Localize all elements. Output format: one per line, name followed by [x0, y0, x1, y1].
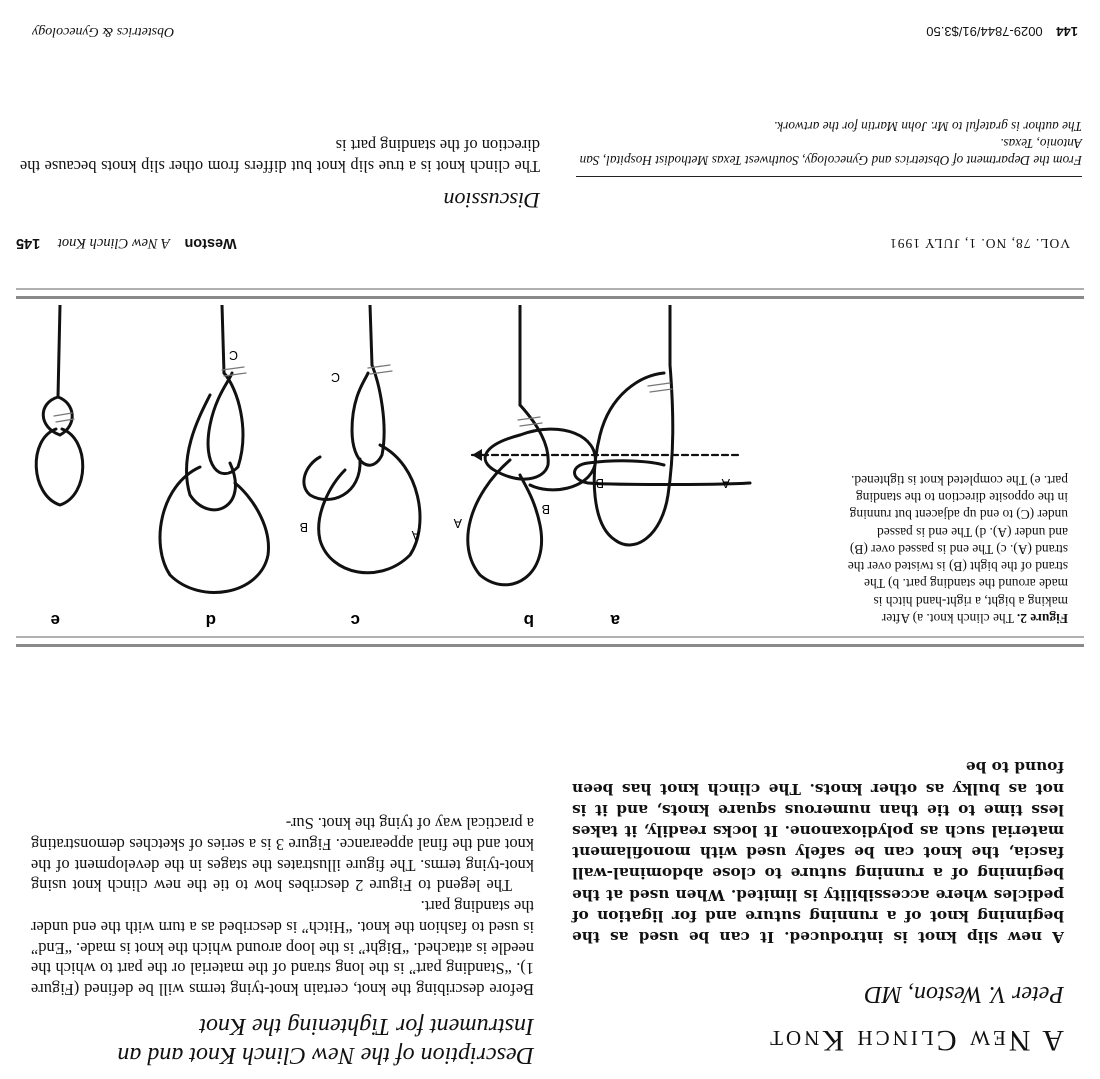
- journal-code-line: [778, 24, 1078, 39]
- panel-label-d: d: [205, 611, 216, 630]
- figure-caption-label: Figure 2.: [1016, 611, 1068, 626]
- section-heading-discussion: Discussion: [443, 188, 540, 213]
- strand-label-b2: B: [541, 502, 550, 516]
- panel-label-e: e: [50, 611, 60, 630]
- strand-label-b3: B: [299, 520, 308, 534]
- body-paragraph: Before describing the knot, certain knot-tying terms will be defined (Figure 1). “Standing part” is the long strand of the material or the part to which the needle is attached. “Bight” is the loop around which the knot is made. “End” is used to fashion the knot. “Hitch” is described as a turn with the end under the standing part.: [31, 897, 534, 999]
- figure-bottom-rule-thin: [16, 288, 1084, 290]
- strand-label-a3: A: [411, 528, 420, 542]
- panel-label-b: b: [523, 611, 534, 630]
- footnote: [576, 118, 1082, 169]
- strand-label-a2: A: [453, 516, 462, 530]
- strand-label-c2: C: [228, 348, 238, 362]
- knot-panel-d: [160, 305, 268, 592]
- strand-label-a: A: [721, 476, 730, 490]
- article-title: A New Clinch Knot: [767, 1024, 1064, 1057]
- strand-label-b: B: [595, 476, 604, 490]
- running-head-title: A New Clinch Knot: [57, 235, 170, 251]
- panel-label-c: c: [350, 611, 360, 630]
- knot-panel-a: [380, 305, 750, 545]
- article-author: Peter V. Weston, MD: [864, 981, 1064, 1007]
- running-head-author: Weston: [184, 235, 237, 251]
- footnote-affiliation: From the Department of Obstetrics and Gynecology, Southwest Texas Methodist Hospital, San Antonio, Texas.: [579, 136, 1082, 168]
- page-number: 144: [1056, 24, 1078, 39]
- figure-top-rule-thin: [16, 636, 1084, 638]
- footnote-rule: [576, 176, 1082, 177]
- knot-panel-c: [304, 305, 420, 573]
- figure-caption-text: The clinch knot. a) After making a bight, a right-hand hitch is made around the standing part. b) The strand of the bight (B) is twisted over the strand (A). c) The end is passed over (B) and under (A). d) The end is passed under (C) to end up adjacent but running in the opposite direction to the standing part. e) The completed knot is tightened.: [847, 472, 1068, 626]
- journal-name: Obstetrics & Gynecology: [32, 24, 175, 39]
- knot-figure: [10, 305, 850, 635]
- section-heading-description: Description of the New Clinch Knot and an Instrument for Tightening the Knot: [117, 1013, 534, 1068]
- figure-top-rule: [16, 644, 1084, 647]
- running-head-left: [16, 234, 330, 251]
- figure-bottom-rule: [16, 296, 1084, 299]
- knot-panel-e: [36, 305, 83, 505]
- footnote-acknowledgment: The author is grateful to Mr. John Martin for the artwork.: [773, 119, 1082, 134]
- running-head-page: 145: [16, 235, 41, 251]
- running-head-volume: VOL. 78, NO. 1, JULY 1991: [888, 236, 1070, 251]
- figure-caption: [846, 471, 1068, 627]
- journal-code: 0029-7844/91/$3.50: [926, 24, 1043, 39]
- abstract-text: A new slip knot is introduced. It can be used as the beginning knot of a running suture and for ligation of pedicles where accessibility is limited. When used at the beginning of a running suture to close abdominal-wall fascia, the knot can be safely used with monofilament material such as polydioxanone. It locks readily, it takes less time to tie than numerous square knots, and it is not as bulky as other knots. The clinch knot has been found to be: [572, 758, 1064, 946]
- body-text: [31, 813, 534, 999]
- body-paragraph: The legend to Figure 2 describes how to tie the new clinch knot using knot-tying terms. The figure illustrates the stages in the development of the knot and the final appearance. Figure 3 is a series of sketches demonstrating a practical way of tying the knot. Sur-: [31, 814, 534, 896]
- panel-label-a: a: [610, 611, 620, 630]
- discussion-text: The clinch knot is a true slip knot but differs from other slip knots because the direction of the standing part is: [20, 136, 540, 176]
- knot-panel-b: [468, 305, 596, 585]
- arrow-head-icon: [472, 449, 482, 461]
- strand-label-c: C: [330, 370, 340, 384]
